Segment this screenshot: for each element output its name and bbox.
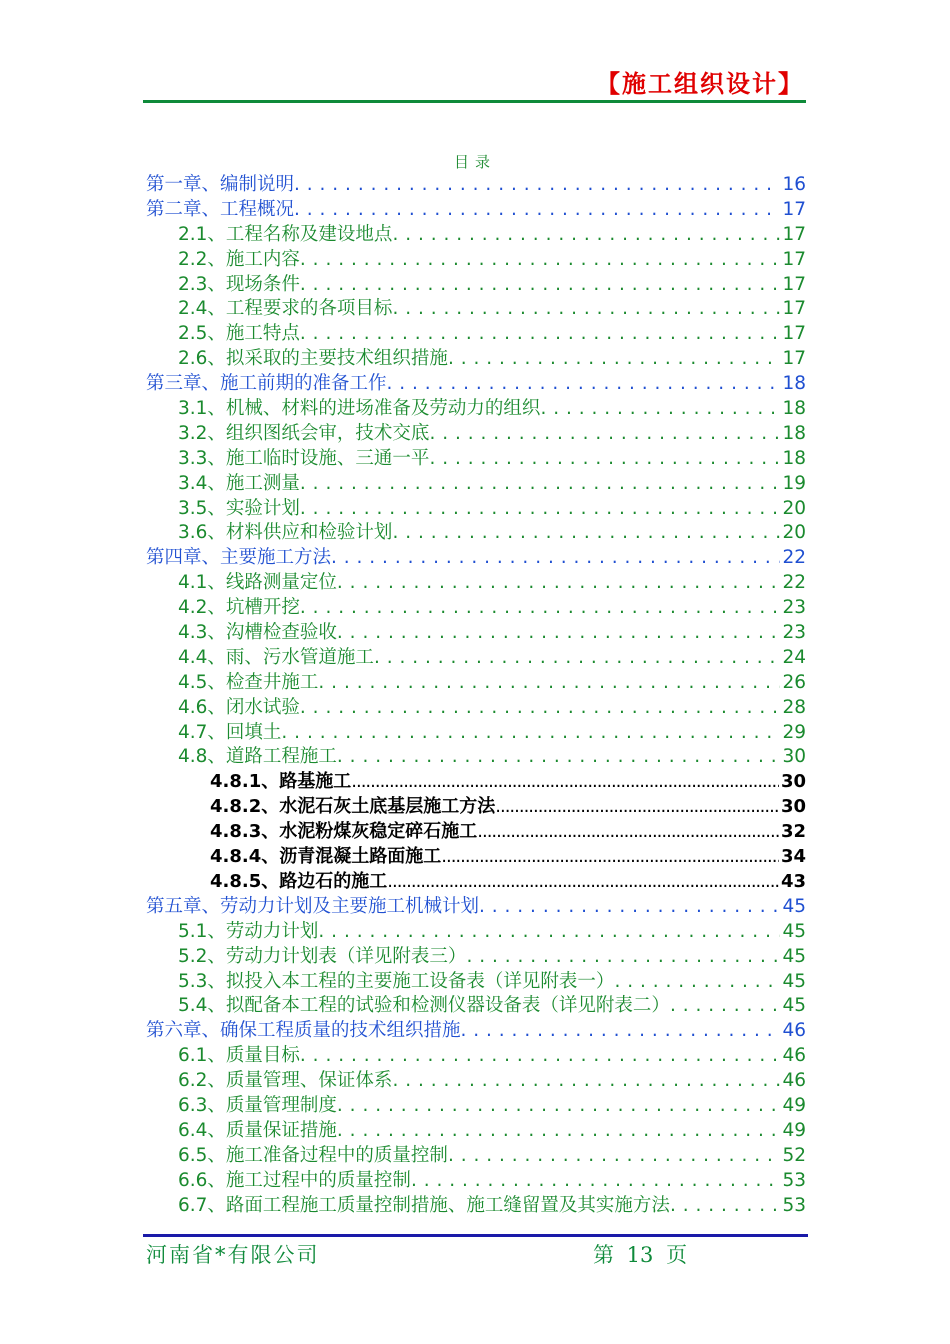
toc-entry-label: 6.6、施工过程中的质量控制 bbox=[178, 1169, 411, 1191]
toc-entry[interactable] bbox=[146, 223, 806, 248]
toc-entry-page: 23 bbox=[782, 597, 806, 619]
toc-leader-dots bbox=[337, 621, 781, 646]
toc-entry[interactable] bbox=[146, 721, 806, 746]
toc-entry-page: 30 bbox=[782, 746, 806, 768]
toc-entry[interactable] bbox=[146, 820, 806, 845]
toc-leader-dots bbox=[294, 198, 780, 223]
toc-entry-page: 26 bbox=[782, 671, 806, 693]
toc-leader-dots bbox=[392, 297, 780, 322]
toc-entry-label: 4.8.5、路边石的施工 bbox=[210, 870, 388, 892]
toc-entry-label: 5.3、拟投入本工程的主要施工设备表（详见附表一） bbox=[178, 970, 615, 992]
toc-entry-label: 第五章、劳动力计划及主要施工机械计划 bbox=[146, 895, 480, 917]
toc-entry[interactable] bbox=[146, 1094, 806, 1119]
toc-entry[interactable] bbox=[146, 696, 806, 721]
toc-entry-label: 6.2、质量管理、保证体系 bbox=[178, 1070, 393, 1092]
toc-entry[interactable] bbox=[146, 397, 806, 422]
toc-entry-label: 4.8、道路工程施工 bbox=[178, 746, 337, 768]
toc-entry-label: 3.1、机械、材料的进场准备及劳动力的组织 bbox=[178, 398, 541, 420]
toc-entry-page: 46 bbox=[782, 1070, 806, 1092]
toc-entry-page: 45 bbox=[782, 970, 806, 992]
toc-entry-page: 46 bbox=[782, 1045, 806, 1067]
toc-leader-dots bbox=[448, 1144, 781, 1169]
toc-entry-page: 17 bbox=[782, 198, 806, 220]
toc-entry-label: 4.4、雨、污水管道施工 bbox=[178, 646, 374, 668]
toc-entry-label: 6.5、施工准备过程中的质量控制 bbox=[178, 1144, 448, 1166]
toc-leader-dots bbox=[429, 422, 780, 447]
toc-entry-page: 53 bbox=[782, 1169, 806, 1191]
toc-leader-dots bbox=[441, 845, 779, 870]
toc-leader-dots bbox=[374, 646, 781, 671]
toc-entry-label: 第六章、确保工程质量的技术组织措施 bbox=[146, 1020, 461, 1042]
toc-entry-label: 4.1、线路测量定位 bbox=[178, 572, 337, 594]
toc-leader-dots bbox=[281, 721, 780, 746]
toc-entry[interactable] bbox=[146, 497, 806, 522]
toc-entry[interactable] bbox=[146, 770, 806, 795]
toc-entry-label: 4.8.3、水泥粉煤灰稳定碎石施工 bbox=[210, 821, 478, 843]
toc-leader-dots bbox=[670, 1194, 781, 1219]
toc-entry[interactable] bbox=[146, 297, 806, 322]
toc-entry-label: 4.2、坑槽开挖 bbox=[178, 597, 300, 619]
toc-entry-label: 5.4、拟配备本工程的试验和检测仪器设备表（详见附表二） bbox=[178, 995, 670, 1017]
toc-entry-page: 18 bbox=[782, 447, 806, 469]
toc-entry-label: 2.6、拟采取的主要技术组织措施 bbox=[178, 348, 448, 370]
toc-entry-page: 17 bbox=[782, 348, 806, 370]
toc-entry-page: 29 bbox=[782, 721, 806, 743]
toc-entry-label: 6.4、质量保证措施 bbox=[178, 1119, 337, 1141]
toc-leader-dots bbox=[300, 322, 781, 347]
toc-entry-page: 22 bbox=[782, 572, 806, 594]
toc-leader-dots bbox=[392, 1069, 780, 1094]
toc-entry-page: 45 bbox=[782, 945, 806, 967]
toc-entry-page: 28 bbox=[782, 696, 806, 718]
toc-entry-label: 2.4、工程要求的各项目标 bbox=[178, 298, 393, 320]
footer-company: 河南省*有限公司 bbox=[146, 1243, 320, 1267]
toc-entry[interactable] bbox=[146, 322, 806, 347]
toc-entry[interactable] bbox=[146, 845, 806, 870]
toc-entry-page: 49 bbox=[782, 1094, 806, 1116]
toc-entry[interactable] bbox=[146, 198, 806, 223]
toc-entry[interactable] bbox=[146, 1144, 806, 1169]
toc-leader-dots bbox=[670, 994, 781, 1019]
toc-leader-dots bbox=[337, 1119, 781, 1144]
toc-leader-dots bbox=[300, 248, 781, 273]
toc-entry[interactable] bbox=[146, 970, 806, 995]
toc-leader-dots bbox=[300, 696, 781, 721]
toc-entry-label: 4.8.1、路基施工 bbox=[210, 771, 352, 793]
toc-entry-page: 17 bbox=[782, 323, 806, 345]
footer-divider bbox=[143, 1234, 808, 1237]
toc-leader-dots bbox=[387, 372, 781, 397]
toc-entry-page: 30 bbox=[780, 771, 806, 793]
toc-entry[interactable] bbox=[146, 521, 806, 546]
toc-entry-label: 4.7、回填土 bbox=[178, 721, 282, 743]
toc-leader-dots bbox=[429, 447, 780, 472]
toc-leader-dots bbox=[387, 870, 779, 895]
toc-entry-page: 46 bbox=[782, 1020, 806, 1042]
toc-entry[interactable] bbox=[146, 596, 806, 621]
toc-entry-page: 24 bbox=[782, 646, 806, 668]
toc-leader-dots bbox=[392, 521, 780, 546]
toc-entry-page: 18 bbox=[782, 373, 806, 395]
toc-entry-page: 22 bbox=[782, 547, 806, 569]
toc-entry[interactable] bbox=[146, 1044, 806, 1069]
toc-title: 目录 bbox=[453, 153, 496, 171]
toc-entry-label: 第三章、施工前期的准备工作 bbox=[146, 373, 387, 395]
toc-entry[interactable] bbox=[146, 546, 806, 571]
toc-entry-page: 49 bbox=[782, 1119, 806, 1141]
toc-leader-dots bbox=[294, 173, 780, 198]
toc-entry-label: 4.6、闭水试验 bbox=[178, 696, 300, 718]
toc-entry[interactable] bbox=[146, 945, 806, 970]
toc-entry-label: 2.3、现场条件 bbox=[178, 273, 300, 295]
toc-entry-page: 30 bbox=[780, 796, 806, 818]
toc-leader-dots bbox=[540, 397, 780, 422]
toc-leader-dots bbox=[300, 1044, 781, 1069]
toc-entry-page: 45 bbox=[782, 995, 806, 1017]
toc-entry-page: 17 bbox=[782, 223, 806, 245]
toc-leader-dots bbox=[300, 596, 781, 621]
toc-leader-dots bbox=[351, 770, 779, 795]
toc-entry[interactable] bbox=[146, 273, 806, 298]
toc-entry[interactable] bbox=[146, 745, 806, 770]
toc-entry[interactable] bbox=[146, 621, 806, 646]
toc-entry-label: 5.2、劳动力计划表（详见附表三） bbox=[178, 945, 467, 967]
toc-leader-dots bbox=[614, 970, 780, 995]
toc-entry-label: 4.5、检查井施工 bbox=[178, 671, 319, 693]
toc-entry-page: 45 bbox=[782, 920, 806, 942]
toc-entry-page: 23 bbox=[782, 622, 806, 644]
toc-entry-page: 20 bbox=[782, 497, 806, 519]
toc-leader-dots bbox=[411, 1169, 781, 1194]
toc-leader-dots bbox=[495, 795, 779, 820]
toc-entry-page: 17 bbox=[782, 248, 806, 270]
header-divider bbox=[143, 100, 806, 103]
toc-entry-label: 5.1、劳动力计划 bbox=[178, 920, 319, 942]
toc-entry-page: 17 bbox=[782, 298, 806, 320]
toc-entry[interactable] bbox=[146, 173, 806, 198]
toc-entry-page: 52 bbox=[782, 1144, 806, 1166]
toc-entry-label: 3.5、实验计划 bbox=[178, 497, 300, 519]
toc-entry[interactable] bbox=[146, 671, 806, 696]
toc-entry-page: 17 bbox=[782, 273, 806, 295]
toc-leader-dots bbox=[318, 920, 780, 945]
toc-entry[interactable] bbox=[146, 422, 806, 447]
toc-leader-dots bbox=[337, 571, 781, 596]
toc-entry-label: 3.3、施工临时设施、三通一平 bbox=[178, 447, 430, 469]
toc-entry-label: 第一章、编制说明 bbox=[146, 174, 295, 195]
table-of-contents bbox=[146, 173, 806, 1218]
toc-leader-dots bbox=[300, 497, 781, 522]
toc-entry[interactable] bbox=[146, 795, 806, 820]
toc-leader-dots bbox=[392, 223, 780, 248]
toc-leader-dots bbox=[466, 945, 780, 970]
footer-page-number: 第 13 页 bbox=[593, 1243, 688, 1267]
toc-leader-dots bbox=[337, 745, 781, 770]
toc-entry-label: 6.1、质量目标 bbox=[178, 1045, 300, 1067]
toc-leader-dots bbox=[448, 347, 781, 372]
toc-entry-page: 18 bbox=[782, 398, 806, 420]
toc-entry-label: 第二章、工程概况 bbox=[146, 198, 295, 220]
toc-entry-label: 3.6、材料供应和检验计划 bbox=[178, 522, 393, 544]
toc-entry-label: 3.4、施工测量 bbox=[178, 472, 300, 494]
toc-entry[interactable] bbox=[146, 447, 806, 472]
toc-entry[interactable] bbox=[146, 994, 806, 1019]
header-title: 【施工组织设计】 bbox=[596, 69, 804, 98]
toc-entry-label: 4.8.4、沥青混凝土路面施工 bbox=[210, 846, 442, 868]
toc-entry-page: 20 bbox=[782, 522, 806, 544]
toc-entry[interactable] bbox=[146, 1169, 806, 1194]
toc-leader-dots bbox=[477, 820, 779, 845]
toc-entry-label: 6.7、路面工程施工质量控制措施、施工缝留置及其实施方法 bbox=[178, 1194, 670, 1216]
toc-entry[interactable] bbox=[146, 571, 806, 596]
toc-entry[interactable] bbox=[146, 920, 806, 945]
toc-entry[interactable] bbox=[146, 472, 806, 497]
toc-entry-page: 18 bbox=[782, 422, 806, 444]
toc-entry-label: 4.3、沟槽检查验收 bbox=[178, 622, 337, 644]
toc-entry-page: 32 bbox=[780, 821, 806, 843]
toc-entry-page: 34 bbox=[780, 846, 806, 868]
toc-entry-label: 2.2、施工内容 bbox=[178, 248, 300, 270]
toc-entry-label: 2.5、施工特点 bbox=[178, 323, 300, 345]
toc-entry-label: 2.1、工程名称及建设地点 bbox=[178, 223, 393, 245]
toc-entry-label: 4.8.2、水泥石灰土底基层施工方法 bbox=[210, 796, 496, 818]
toc-leader-dots bbox=[300, 273, 781, 298]
toc-entry-label: 第四章、主要施工方法 bbox=[146, 547, 332, 569]
toc-entry-label: 6.3、质量管理制度 bbox=[178, 1094, 337, 1116]
toc-entry-label: 3.2、组织图纸会审，技术交底 bbox=[178, 422, 430, 444]
toc-entry[interactable] bbox=[146, 1069, 806, 1094]
toc-leader-dots bbox=[318, 671, 780, 696]
toc-entry[interactable] bbox=[146, 1194, 806, 1219]
toc-leader-dots bbox=[479, 895, 780, 920]
toc-entry[interactable] bbox=[146, 895, 806, 920]
toc-entry[interactable] bbox=[146, 646, 806, 671]
toc-entry[interactable] bbox=[146, 870, 806, 895]
toc-entry[interactable] bbox=[146, 372, 806, 397]
toc-entry[interactable] bbox=[146, 1119, 806, 1144]
toc-leader-dots bbox=[300, 472, 781, 497]
toc-leader-dots bbox=[337, 1094, 781, 1119]
toc-entry[interactable] bbox=[146, 347, 806, 372]
toc-entry-page: 53 bbox=[782, 1194, 806, 1216]
toc-entry[interactable] bbox=[146, 1019, 806, 1044]
toc-entry-page: 19 bbox=[782, 472, 806, 494]
toc-entry-page: 16 bbox=[782, 174, 806, 195]
toc-leader-dots bbox=[331, 546, 780, 571]
toc-entry-page: 45 bbox=[782, 895, 806, 917]
toc-entry[interactable] bbox=[146, 248, 806, 273]
toc-leader-dots bbox=[461, 1019, 781, 1044]
toc-entry-page: 43 bbox=[780, 870, 806, 892]
